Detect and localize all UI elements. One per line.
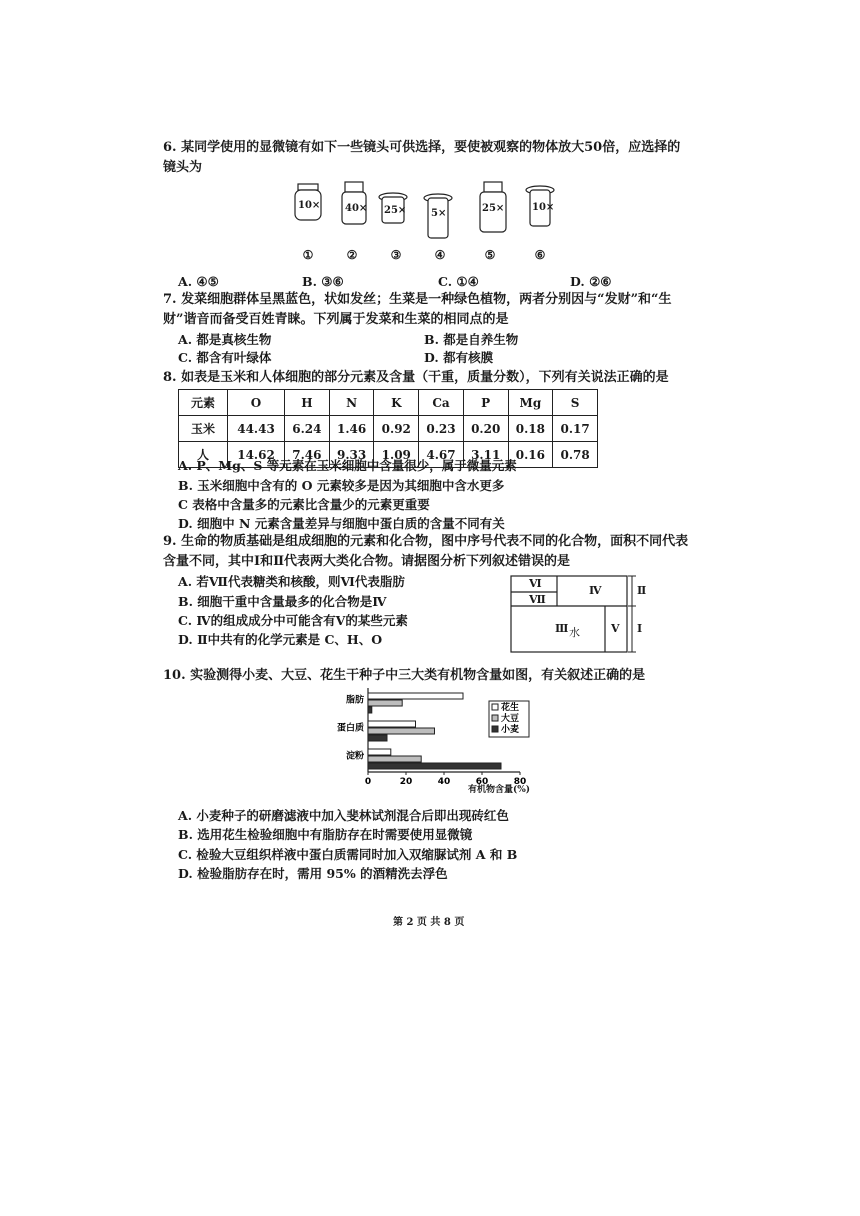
chart-bar (368, 756, 421, 762)
q10-stem: 10. 实验测得小麦、大豆、花生干种子中三大类有机物含量如图，有关叙述正确的是 (163, 668, 646, 683)
table-header-cell: N (329, 390, 374, 416)
diagram-label-vii: Ⅶ (529, 593, 546, 606)
q7-stem-line1: 7. 发菜细胞群体呈黑蓝色，状如发丝；生菜是一种绿色植物，两者分别因与“发财”和“生 (163, 292, 672, 307)
chart-category-label: 淀粉 (345, 751, 364, 762)
lens-6-label: 10× (532, 202, 555, 213)
table-cell: 玉米 (179, 416, 228, 442)
lens-4-number: ④ (434, 248, 446, 262)
table-cell: 4.67 (419, 442, 464, 468)
table-cell: 人 (179, 442, 228, 468)
lens-5-label: 25× (482, 203, 505, 214)
chart-bar (368, 721, 416, 727)
q9-option-d[interactable]: D. Ⅱ中共有的化学元素是 C、H、O (178, 632, 383, 647)
chart-legend-label: 花生 (501, 703, 520, 713)
table-cell: 0.78 (553, 442, 598, 468)
q6-option-d[interactable]: D. ②⑥ (570, 274, 612, 289)
table-cell: 3.11 (463, 442, 508, 468)
table-header-cell: K (374, 390, 419, 416)
lens-1-label: 10× (298, 200, 321, 211)
chart-bar (368, 728, 435, 734)
lens-6-number: ⑥ (534, 248, 546, 262)
q9-option-a[interactable]: A. 若Ⅶ代表糖类和核酸，则Ⅵ代表脂肪 (178, 574, 405, 589)
q6-stem-line1: 6. 某同学使用的显微镜有如下一些镜头可供选择，要使被观察的物体放大50倍，应选择的 (163, 140, 681, 155)
q6-option-b[interactable]: B. ③⑥ (302, 274, 344, 289)
chart-legend-swatch (492, 726, 498, 732)
chart-x-tick-label: 20 (399, 777, 413, 787)
q7-stem-line2: 财”谐音而备受百姓青睐。下列属于发菜和生菜的相同点的是 (163, 312, 509, 327)
q9-stem-line2: 含量不同，其中Ⅰ和Ⅱ代表两大类化合物。请据图分析下列叙述错误的是 (163, 554, 571, 569)
diagram-label-i: Ⅰ (637, 622, 643, 635)
chart-legend-swatch (492, 715, 498, 721)
lens-4-label: 5× (431, 208, 447, 219)
diagram-handwritten-note: 水 (569, 626, 580, 639)
table-cell: 7.46 (285, 442, 330, 468)
q6-option-a[interactable]: A. ④⑤ (178, 274, 219, 289)
lens-3-label: 25× (384, 205, 407, 216)
diagram-label-ii: Ⅱ (637, 584, 647, 597)
q6-option-c[interactable]: C. ①④ (438, 274, 479, 289)
table-header-cell: O (228, 390, 285, 416)
chart-legend-swatch (492, 704, 498, 710)
table-cell: 0.17 (553, 416, 598, 442)
chart-bar (368, 763, 501, 769)
chart-bar (368, 707, 372, 713)
q8-option-c[interactable]: C 表格中含量多的元素比含量少的元素更重要 (178, 497, 430, 512)
table-header-cell: H (285, 390, 330, 416)
diagram-label-vi: Ⅵ (529, 577, 542, 590)
table-cell: 1.46 (329, 416, 374, 442)
chart-x-tick-label: 60 (475, 777, 489, 787)
q9-option-b[interactable]: B. 细胞干重中含量最多的化合物是Ⅳ (178, 594, 387, 609)
table-cell: 1.09 (374, 442, 419, 468)
table-header-cell: 元素 (179, 390, 228, 416)
table-header-cell: S (553, 390, 598, 416)
chart-x-tick-label: 0 (364, 777, 372, 787)
q9-stem-line1: 9. 生命的物质基础是组成细胞的元素和化合物，图中序号代表不同的化合物，面积不同代表 (163, 534, 689, 549)
compound-diagram (505, 572, 645, 656)
table-header-cell: Ca (419, 390, 464, 416)
table-cell: 0.16 (508, 442, 553, 468)
table-cell: 0.92 (374, 416, 419, 442)
chart-category-label: 脂肪 (345, 695, 364, 706)
chart-bar (368, 700, 402, 706)
table-header-cell: P (463, 390, 508, 416)
diagram-label-iv: Ⅳ (589, 584, 602, 597)
chart-category-label: 蛋白质 (336, 723, 364, 734)
compound-diagram-lines (505, 572, 645, 656)
chart-x-tick-label: 80 (513, 777, 527, 787)
q10-option-a[interactable]: A. 小麦种子的研磨滤液中加入斐林试剂混合后即出现砖红色 (178, 808, 509, 823)
table-cell: 14.62 (228, 442, 285, 468)
lens-2-label: 40× (345, 203, 368, 214)
seed-composition-chart (320, 684, 550, 800)
chart-x-label: 有机物含量(%) (468, 785, 531, 795)
chart-x-tick-label: 40 (437, 777, 451, 787)
q8-option-a[interactable]: A. P、Mg、S 等元素在玉米细胞中含量很少，属于微量元素 (178, 458, 517, 473)
q10-option-d[interactable]: D. 检验脂肪存在时，需用 95% 的酒精洗去浮色 (178, 866, 448, 881)
lens-1-number: ① (302, 248, 314, 262)
page-footer: 第 2 页 共 8 页 (393, 917, 465, 928)
lens-5-number: ⑤ (484, 248, 496, 262)
lens-2-number: ② (346, 248, 358, 262)
q7-option-a[interactable]: A. 都是真核生物 (178, 332, 272, 347)
table-cell: 44.43 (228, 416, 285, 442)
q6-stem-line2: 镜头为 (163, 160, 203, 175)
q8-option-b[interactable]: B. 玉米细胞中含有的 O 元素较多是因为其细胞中含水更多 (178, 478, 505, 493)
table-cell: 0.20 (463, 416, 508, 442)
table-header-cell: Mg (508, 390, 553, 416)
table-row-corn (179, 416, 598, 442)
q9-option-c[interactable]: C. Ⅳ的组成成分中可能含有Ⅴ的某些元素 (178, 613, 408, 628)
chart-legend-label: 小麦 (501, 725, 520, 735)
lens-3-number: ③ (390, 248, 402, 262)
q7-option-b[interactable]: B. 都是自养生物 (424, 332, 519, 347)
table-cell: 9.33 (329, 442, 374, 468)
diagram-label-iii: Ⅲ (555, 622, 569, 635)
q8-stem: 8. 如表是玉米和人体细胞的部分元素及含量（干重，质量分数），下列有关说法正确的是 (163, 370, 669, 385)
chart-legend-label: 大豆 (501, 714, 520, 724)
table-cell: 0.23 (419, 416, 464, 442)
q10-option-c[interactable]: C. 检验大豆组织样液中蛋白质需同时加入双缩脲试剂 A 和 B (178, 847, 518, 862)
q7-option-d[interactable]: D. 都有核膜 (424, 350, 494, 365)
q10-option-b[interactable]: B. 选用花生检验细胞中有脂肪存在时需要使用显微镜 (178, 827, 473, 842)
table-cell: 0.18 (508, 416, 553, 442)
table-header-row (179, 390, 598, 416)
table-cell: 6.24 (285, 416, 330, 442)
diagram-label-v: Ⅴ (611, 622, 620, 635)
chart-bar (368, 693, 463, 699)
q7-option-c[interactable]: C. 都含有叶绿体 (178, 350, 272, 365)
chart-bar (368, 735, 387, 741)
chart-bar (368, 749, 391, 755)
q8-option-d[interactable]: D. 细胞中 N 元素含量差异与细胞中蛋白质的含量不同有关 (178, 516, 505, 531)
